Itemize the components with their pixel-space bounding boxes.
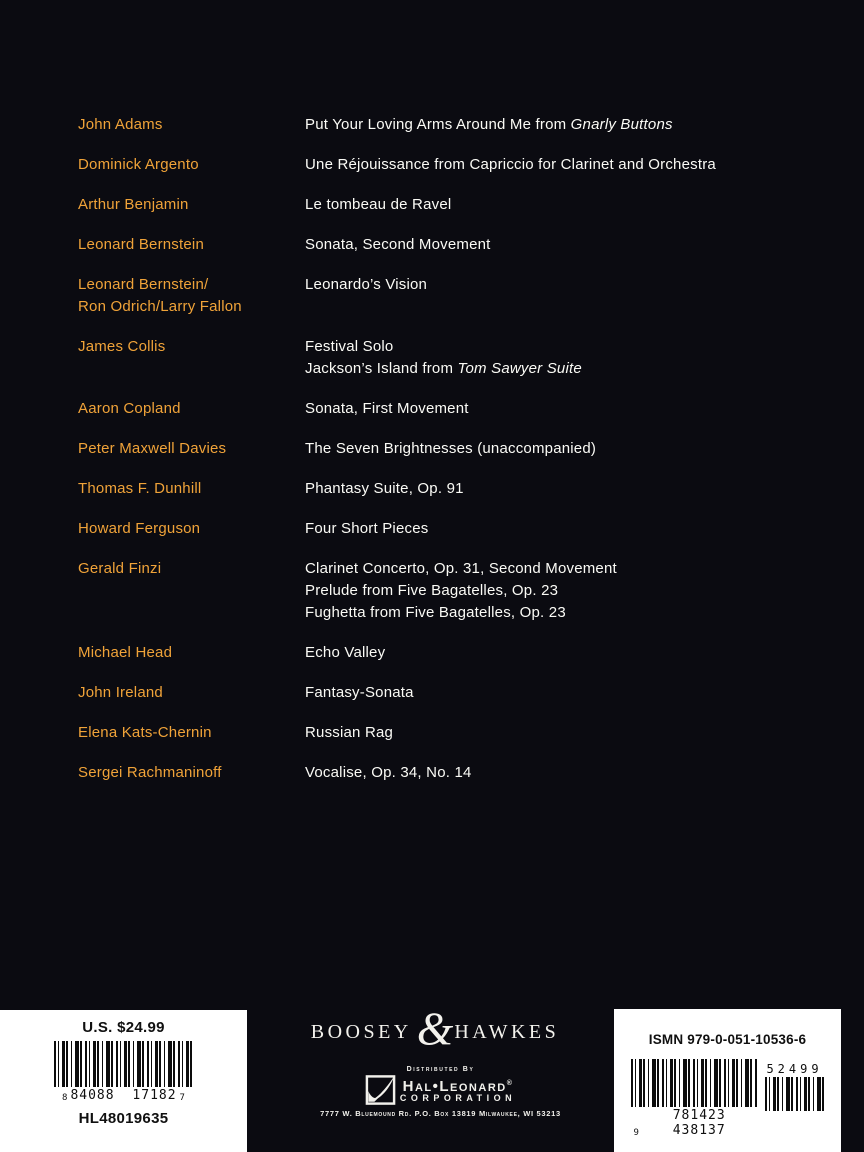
work-title: Le tombeau de Ravel bbox=[305, 196, 452, 213]
work-title: Put Your Loving Arms Around Me from Gnarly Buttons bbox=[305, 116, 673, 133]
work-entry bbox=[78, 438, 828, 460]
work-entry bbox=[78, 558, 828, 624]
work-entry bbox=[78, 154, 828, 176]
composer-name: Howard Ferguson bbox=[78, 520, 201, 537]
work-titles bbox=[305, 154, 828, 176]
price-label: U.S. $24.99 bbox=[82, 1019, 165, 1036]
work-titles bbox=[305, 194, 828, 216]
work-titles bbox=[305, 336, 828, 380]
work-entry bbox=[78, 722, 828, 744]
boosey-wordmark: BOOSEY bbox=[310, 1020, 412, 1043]
ean-barcode bbox=[631, 1059, 757, 1138]
composer-name: Aaron Copland bbox=[78, 400, 181, 417]
composer-name: Gerald Finzi bbox=[78, 560, 162, 577]
work-entry bbox=[78, 274, 828, 318]
ean-supplement-bars bbox=[765, 1077, 825, 1111]
upc-lead-digit: 8 bbox=[62, 1093, 68, 1103]
work-titles bbox=[305, 682, 828, 704]
work-entry bbox=[78, 194, 828, 216]
work-entry bbox=[78, 336, 828, 380]
ismn-barcode-box bbox=[614, 1009, 841, 1152]
hawkes-wordmark: HAWKES bbox=[454, 1020, 560, 1043]
ismn-number: ISMN 979-0-051-10536-6 bbox=[648, 1032, 807, 1047]
ean-lead-digit: 9 bbox=[633, 1128, 639, 1138]
upc-digits: 84088 17182 bbox=[70, 1088, 177, 1103]
work-entry bbox=[78, 682, 828, 704]
work-entry bbox=[78, 518, 828, 540]
work-title: Vocalise, Op. 34, No. 14 bbox=[305, 764, 472, 781]
work-title: Fughetta from Five Bagatelles, Op. 23 bbox=[305, 604, 566, 621]
work-titles bbox=[305, 762, 828, 784]
work-title: Festival Solo bbox=[305, 338, 394, 355]
work-title: Echo Valley bbox=[305, 644, 386, 661]
work-titles bbox=[305, 478, 828, 500]
composer-name: Peter Maxwell Davies bbox=[78, 440, 227, 457]
hal-leonard-wordmark: Hal•Leonard® bbox=[402, 1078, 514, 1095]
work-titles bbox=[305, 274, 828, 318]
ean-supplement-digits: 52499 bbox=[766, 1062, 823, 1076]
work-title: Une Réjouissance from Capriccio for Clarinet and Orchestra bbox=[305, 156, 716, 173]
work-title: Fantasy-Sonata bbox=[305, 684, 414, 701]
ean-digits: 781423 438137 bbox=[672, 1108, 726, 1138]
work-title: Sonata, First Movement bbox=[305, 400, 469, 417]
corporation-label: CORPORATION bbox=[399, 1093, 517, 1103]
distributed-by-label: Distributed By bbox=[406, 1066, 475, 1073]
composer-name: John Ireland bbox=[78, 684, 163, 701]
work-entry bbox=[78, 642, 828, 664]
hal-leonard-logo-icon bbox=[365, 1075, 396, 1105]
upc-barcode bbox=[54, 1041, 194, 1103]
composer-name: Leonard Bernstein bbox=[78, 236, 204, 253]
work-title: Prelude from Five Bagatelles, Op. 23 bbox=[305, 582, 559, 599]
upc-check-digit: 7 bbox=[179, 1093, 185, 1103]
price-barcode-box bbox=[0, 1010, 247, 1152]
work-title: Jackson’s Island from Tom Sawyer Suite bbox=[305, 360, 582, 377]
ean-supplement-barcode bbox=[765, 1059, 825, 1111]
boosey-hawkes-logo: BOOSEY & HAWKES bbox=[310, 1003, 560, 1055]
work-titles bbox=[305, 558, 828, 624]
work-entry bbox=[78, 234, 828, 256]
work-title: Sonata, Second Movement bbox=[305, 236, 491, 253]
upc-barcode-bars bbox=[54, 1041, 194, 1087]
work-entry bbox=[78, 398, 828, 420]
composer-name: Leonard Bernstein/ Ron Odrich/Larry Fallon bbox=[78, 276, 242, 315]
composer-name: Thomas F. Dunhill bbox=[78, 480, 202, 497]
ean-barcode-bars bbox=[631, 1059, 757, 1107]
composer-name: James Collis bbox=[78, 338, 166, 355]
work-titles bbox=[305, 722, 828, 744]
work-titles bbox=[305, 398, 828, 420]
composer-name: Arthur Benjamin bbox=[78, 196, 189, 213]
work-title: The Seven Brightnesses (unaccompanied) bbox=[305, 440, 597, 457]
composer-name: Elena Kats-Chernin bbox=[78, 724, 212, 741]
work-titles bbox=[305, 518, 828, 540]
distributor-address: 7777 W. Bluemound Rd. P.O. Box 13819 Milwaukee, WI 53213 bbox=[320, 1109, 561, 1118]
composer-name: Michael Head bbox=[78, 644, 173, 661]
works-list bbox=[78, 114, 828, 802]
catalog-number: HL48019635 bbox=[78, 1110, 169, 1127]
work-titles bbox=[305, 438, 828, 460]
work-title: Four Short Pieces bbox=[305, 520, 429, 537]
work-titles bbox=[305, 234, 828, 256]
work-title: Phantasy Suite, Op. 91 bbox=[305, 480, 464, 497]
work-entry bbox=[78, 478, 828, 500]
work-titles bbox=[305, 114, 828, 136]
work-title: Clarinet Concerto, Op. 31, Second Movement bbox=[305, 560, 617, 577]
work-title: Leonardo’s Vision bbox=[305, 276, 428, 293]
registered-mark: ® bbox=[506, 1080, 514, 1087]
work-entry bbox=[78, 114, 828, 136]
work-entry bbox=[78, 762, 828, 784]
composer-name: John Adams bbox=[78, 116, 163, 133]
composer-name: Dominick Argento bbox=[78, 156, 199, 173]
work-title: Russian Rag bbox=[305, 724, 394, 741]
composer-name: Sergei Rachmaninoff bbox=[78, 764, 222, 781]
distributor-block bbox=[308, 1066, 573, 1118]
work-titles bbox=[305, 642, 828, 664]
